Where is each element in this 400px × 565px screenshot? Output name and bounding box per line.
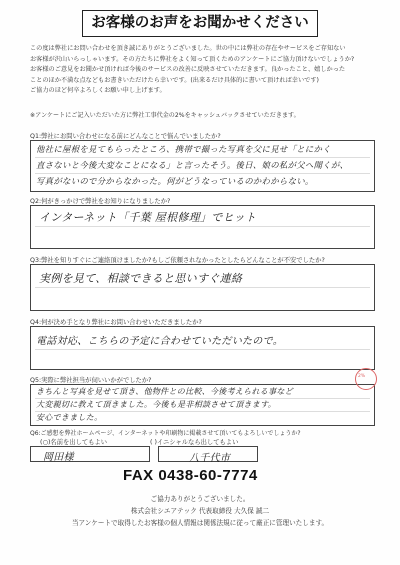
question-3: Q3:弊社を知りすぐにご連絡頂けましたか?もしご依頼されなかったとしたらどんなことが不安でしたか? <box>30 257 325 264</box>
campaign-stamp: 2% <box>355 368 377 390</box>
answer-line <box>35 287 370 288</box>
page-title <box>82 10 318 37</box>
answer-box-2 <box>30 205 375 249</box>
handwritten-answer-5-line-1: きちんと写真を見せて頂き、他物件との比較、今後考えられる事など <box>36 387 293 396</box>
answer-line <box>35 173 370 174</box>
handwritten-address: 八千代市 <box>189 453 231 464</box>
notice-text <box>30 111 375 120</box>
intro-line-5: ご協力のほど何卒よろしくお願い申し上げます。 <box>30 87 166 95</box>
handwritten-answer-4: 電話対応、こちらの予定に合わせていただいたので。 <box>36 336 283 347</box>
intro-text <box>30 44 375 97</box>
handwritten-answer-1-line-2: 直さないと今後大変なことになる」と言ったそう。後日、娘の私が父へ聞くが、 <box>36 160 349 170</box>
answer-box-3 <box>30 264 375 311</box>
handwritten-answer-2: インターネット「千葉 屋根修理」でヒット <box>39 211 257 224</box>
page-title-text: お客様のお声をお聞かせください <box>91 15 309 31</box>
fax-number: FAX 0438-60-7774 <box>123 467 258 484</box>
handwritten-answer-5-line-3: 安心できました。 <box>36 413 103 422</box>
answer-line <box>35 226 370 227</box>
question-2: Q2:何がきっかけで弊社をお知りになりましたか? <box>30 198 171 205</box>
handwritten-answer-3: 実例を見て、相談できると思いすぐ連絡 <box>39 272 243 285</box>
question-1: Q1:弊社にお問い合わせになる前にどんなことで悩んでいましたか? <box>30 133 221 140</box>
question-5: Q5:実際に弊社担当が伺いいかがでしたか? <box>30 377 152 384</box>
answer-box-5 <box>30 384 375 426</box>
thanks-line-3: 当アンケートで取得したお客様の個人情報は関係法規に従って厳正に管理いたします。 <box>71 519 329 527</box>
handwritten-answer-1-line-1: 他社に屋根を見てもらったところ、携帯で撮った写真を父に見せ「とにかく <box>36 144 331 154</box>
intro-line-3: お客様のご意見をお聞かせ頂ければ今後のサービスの改善に反映させていただきます。良かったこと、嬉しかった <box>30 66 346 74</box>
intro-line-1: この度は弊社にお問い合わせを頂き誠にありがとうございました。世の中には弊社の存在やサービスをご存知ない <box>30 45 346 52</box>
intro-line-4: ことのほか不満な点などもお書きいただけたら幸いです。(出来るだけ具体的に書いて頂ければ幸いです) <box>30 76 319 84</box>
answer-box-1 <box>30 140 375 192</box>
handwritten-answer-5-line-2: 大変親切に教えて頂きました。今後も是非相談させて頂きます。 <box>36 400 277 409</box>
handwritten-answer-1-line-3: 写真がないので分からなかった。何がどうなっているのかわからない。 <box>36 176 314 186</box>
question-4: Q4:何が決め手となり弊社にお問い合わせいただきましたか? <box>30 319 202 326</box>
thanks-line-2: 株式会社シエアテック 代表取締役 大久保 誠二 <box>130 507 270 515</box>
name-box <box>30 446 150 462</box>
publish-option-initial[interactable]: ( )イニシャルなら出してもよい <box>150 439 239 446</box>
answer-line <box>35 349 370 350</box>
answer-line <box>35 157 370 158</box>
notice-line-1: ※アンケートにご記入いただいた方に弊社工事代金の2%をキャッシュバックさせていただきます。 <box>30 112 300 119</box>
answer-box-4 <box>30 326 375 370</box>
address-box <box>158 446 258 462</box>
publish-question: Q6:ご感想を弊社ホームページ、インターネットや印刷物に掲載させて頂いてもよろしいでしょうか? <box>30 430 301 437</box>
thanks-line-1: ご協力ありがとうございました。 <box>150 495 250 503</box>
publish-option-named[interactable]: (○)名前を出してもよい <box>40 439 108 446</box>
handwritten-name: 岡田様 <box>43 452 74 463</box>
intro-line-2: お客様が沢山いらっしゃいます。その方たちに弊社をよく知って頂くためのアンケートにご協力頂けないでしょうか? <box>30 55 355 63</box>
